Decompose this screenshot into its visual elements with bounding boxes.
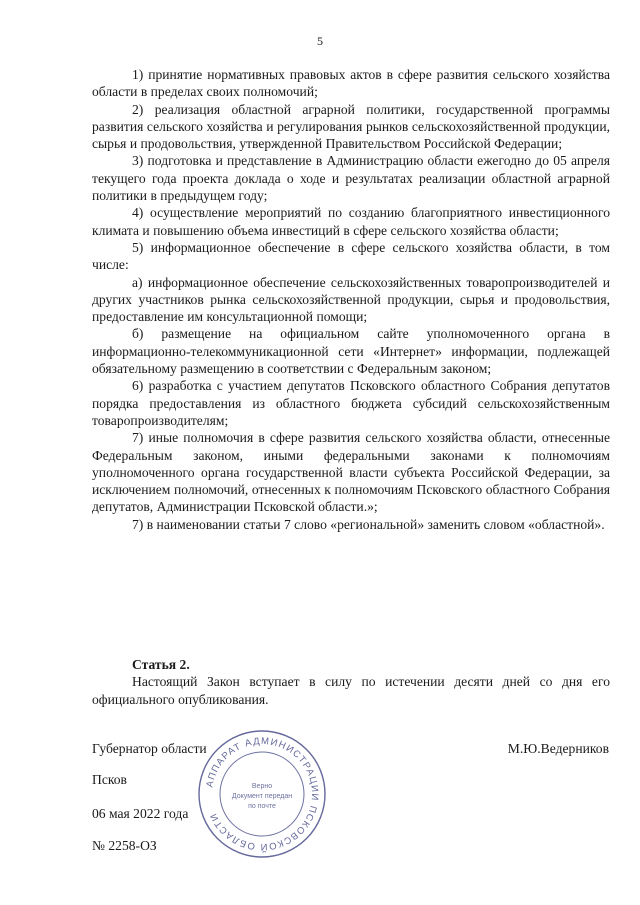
signatory-position: Губернатор области [92, 741, 207, 756]
official-stamp-seal [196, 728, 328, 860]
paragraph-5b: б) размещение на официальном сайте уполномоченного органа в информационно-телекоммуникационной сети «Интернет» информации, подлежащей обязательному размещению в соответствии с Федеральным законом; [92, 326, 610, 377]
stamp-ring-text: АППАРАТ АДМИНИСТРАЦИИ ПСКОВСКОЙ ОБЛАСТИ [204, 735, 321, 853]
signing-city: Псков [92, 772, 127, 787]
paragraph-3: 3) подготовка и представление в Администрацию области ежегодно до 05 апреля текущего года проекта доклада о ходе и результатах реализации областной аграрной политики в предыдущем году; [92, 153, 610, 204]
article-heading: Статья 2. [132, 657, 190, 672]
signatory-name: М.Ю.Ведерников [507, 741, 609, 756]
stamp-center-line-1: Верно [251, 783, 273, 790]
paragraph-1: 1) принятие нормативных правовых актов в сфере развития сельского хозяйства области в пределах своих полномочий; [92, 67, 610, 100]
paragraph-5a: а) информационное обеспечение сельскохозяйственных товаропроизводителей и других участников рынка сельскохозяйственной продукции, сырья и продовольствия, предоставление им консультационной помощи; [92, 274, 610, 325]
signing-date: 06 мая 2022 года [92, 806, 189, 821]
paragraph-amendment-7: 7) в наименовании статьи 7 слово «региональной» заменить словом «областной». [132, 516, 605, 532]
paragraph-5: 5) информационное обеспечение в сфере сельского хозяйства области, в том числе: [92, 239, 610, 273]
paragraph-7: 7) иные полномочия в сфере развития сельского хозяйства области, отнесенные Федеральным законом, иными федеральными законами к полномочиям уполномоченного органа государственной власти субъекта Российской Федерации, за исключением полномочий, отнесенных к полномочиям Псковского областного Собрания депутатов, Администрации Псковской области.»; [92, 430, 610, 515]
article-2 [92, 656, 610, 708]
paragraph-2: 2) реализация областной аграрной политики, государственной программы развития сельского хозяйства и регулирования рынков сельскохозяйственной продукции, сырья и продовольствия, утвержденной Правительством Российской Федерации; [92, 101, 610, 152]
article-text: Настоящий Закон вступает в силу по истечении десяти дней со дня его официального опубликования. [92, 674, 610, 707]
law-body [92, 66, 610, 533]
page-number: 5 [317, 34, 323, 48]
law-number: № 2258-ОЗ [92, 838, 157, 853]
stamp-center-line-3: по почте [248, 803, 276, 810]
paragraph-6: 6) разработка с участием депутатов Псковского областного Собрания депутатов порядка предоставления из областного бюджета субсидий сельскохозяйственным товаропроизводителям; [92, 378, 610, 428]
stamp-center-line-2: Документ передан [231, 793, 293, 800]
paragraph-4: 4) осуществление мероприятий по созданию благоприятного инвестиционного климата и повышению объема инвестиций в сфере сельского хозяйства области; [92, 205, 610, 238]
